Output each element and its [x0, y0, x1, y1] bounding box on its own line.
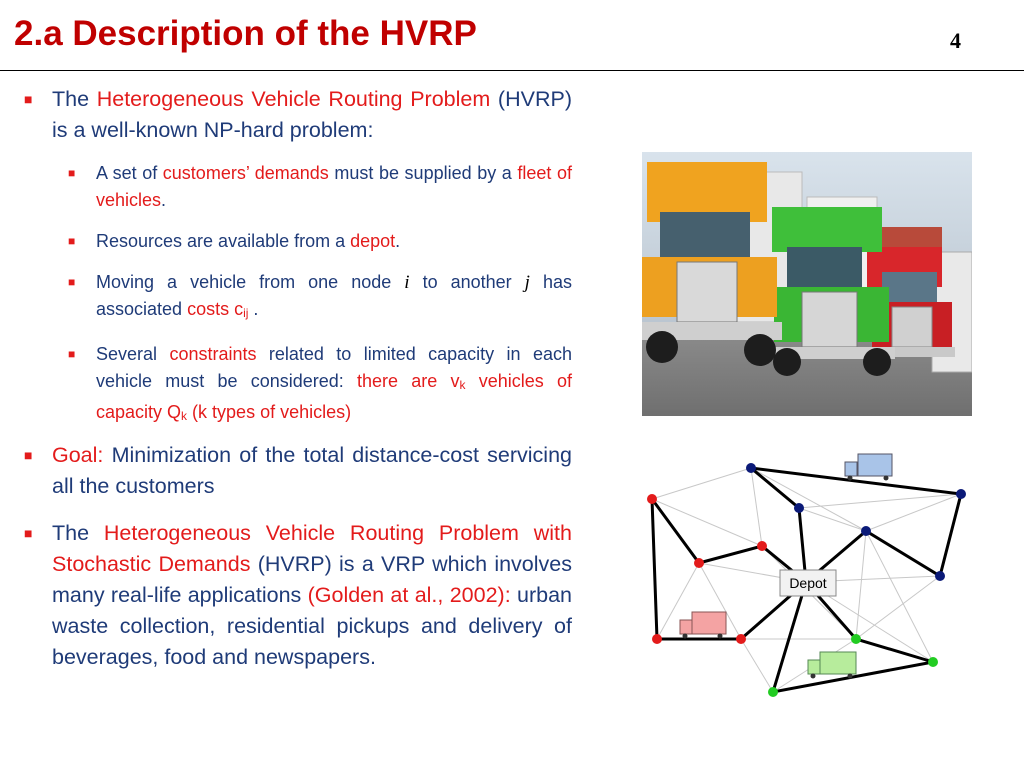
depot-label: Depot: [789, 575, 827, 591]
bullet-highlight: depot: [350, 231, 396, 251]
bullet-highlight: constraints: [169, 344, 257, 364]
bullet-marker: ■: [68, 347, 76, 361]
slide-body: [24, 84, 572, 673]
bullet-marker: ■: [68, 275, 76, 289]
bullet-text: has associated: [96, 272, 572, 319]
trucks-illustration: [642, 152, 972, 416]
blue-node: [746, 463, 756, 473]
blue-node: [956, 489, 966, 499]
bullet-highlight: Heterogeneous Vehicle Routing Problem with Stochastic Demands: [52, 521, 572, 576]
bullet-goal: [24, 440, 572, 502]
bullet-text: A set of: [96, 163, 163, 183]
bullet-text: .: [161, 190, 167, 210]
cost-subscript: ij: [243, 306, 249, 320]
bullet-highlight: there are v: [357, 371, 460, 391]
title-rule: [0, 70, 1024, 71]
green-node: [851, 634, 861, 644]
bullet-marker: ■: [68, 166, 76, 180]
bullet-highlight: Goal:: [52, 443, 104, 467]
bullet-hvrpsd: [24, 518, 572, 673]
blue-node: [861, 526, 871, 536]
bullet-highlight: (Golden at al., 2002):: [307, 583, 511, 607]
bullet-text: Minimization of the total distance-cost servicing all the customers: [52, 443, 572, 498]
bullet-text: Moving a vehicle from one node: [96, 272, 405, 292]
green-truck-icon: [808, 652, 856, 679]
page-number: 4: [950, 28, 961, 53]
bullet-text: (HVRP) is a well-known NP-hard problem:: [52, 87, 572, 142]
bullet-text: .: [395, 231, 401, 251]
bullet-text: (HVRP) is a VRP which involves many real-life applications: [52, 552, 572, 607]
bullet-text: .: [248, 299, 259, 319]
bullet-text: Several: [96, 344, 170, 364]
blue-truck-icon: [845, 454, 892, 481]
red-node: [694, 558, 704, 568]
bullet-highlight: (k types of vehicles): [187, 402, 352, 422]
sub-bullet-constraints: [24, 341, 572, 430]
bullet-marker: ■: [24, 447, 33, 463]
red-node: [652, 634, 662, 644]
sub-bullet-costs: [24, 269, 572, 327]
vk-subscript: k: [459, 378, 466, 392]
bullet-hvrp-intro: [24, 84, 572, 146]
bullet-highlight: vehicles of capacity Q: [96, 371, 573, 422]
vehicle-routing-diagram: [640, 440, 980, 710]
qk-subscript: k: [181, 409, 188, 423]
bullet-highlight: customers’ demands: [162, 163, 329, 183]
bullet-text: related to limited capacity in each vehicle must be considered:: [96, 344, 572, 391]
bullet-text: The: [52, 521, 104, 545]
bullet-marker: ■: [68, 234, 76, 248]
blue-node: [794, 503, 804, 513]
bullet-text: The: [52, 87, 97, 111]
red-node: [757, 541, 767, 551]
bullet-marker: ■: [24, 525, 33, 541]
node-j-symbol: j: [524, 272, 530, 293]
slide-title: 2.a Description of the HVRP: [14, 14, 477, 53]
bullet-highlight: costs c: [187, 299, 244, 319]
bullet-text: Resources are available from a: [96, 231, 351, 251]
red-truck-icon: [680, 612, 726, 639]
sub-bullet-depot: [24, 228, 572, 255]
bullet-text: must be supplied by a: [328, 163, 518, 183]
node-i-symbol: i: [404, 272, 410, 293]
red-node: [736, 634, 746, 644]
red-node: [647, 494, 657, 504]
sub-bullet-customers: [24, 160, 572, 214]
bullet-marker: ■: [24, 91, 33, 107]
blue-node: [935, 571, 945, 581]
bullet-highlight: Heterogeneous Vehicle Routing Problem: [96, 87, 491, 111]
bullet-text: urban waste collection, residential pickups and delivery of beverages, food and newspapers.: [52, 583, 572, 669]
bullet-text: to another: [409, 272, 525, 292]
bullet-highlight: fleet of vehicles: [96, 163, 572, 210]
green-node: [768, 687, 778, 697]
trucks-photo: [642, 152, 972, 416]
green-node: [928, 657, 938, 667]
